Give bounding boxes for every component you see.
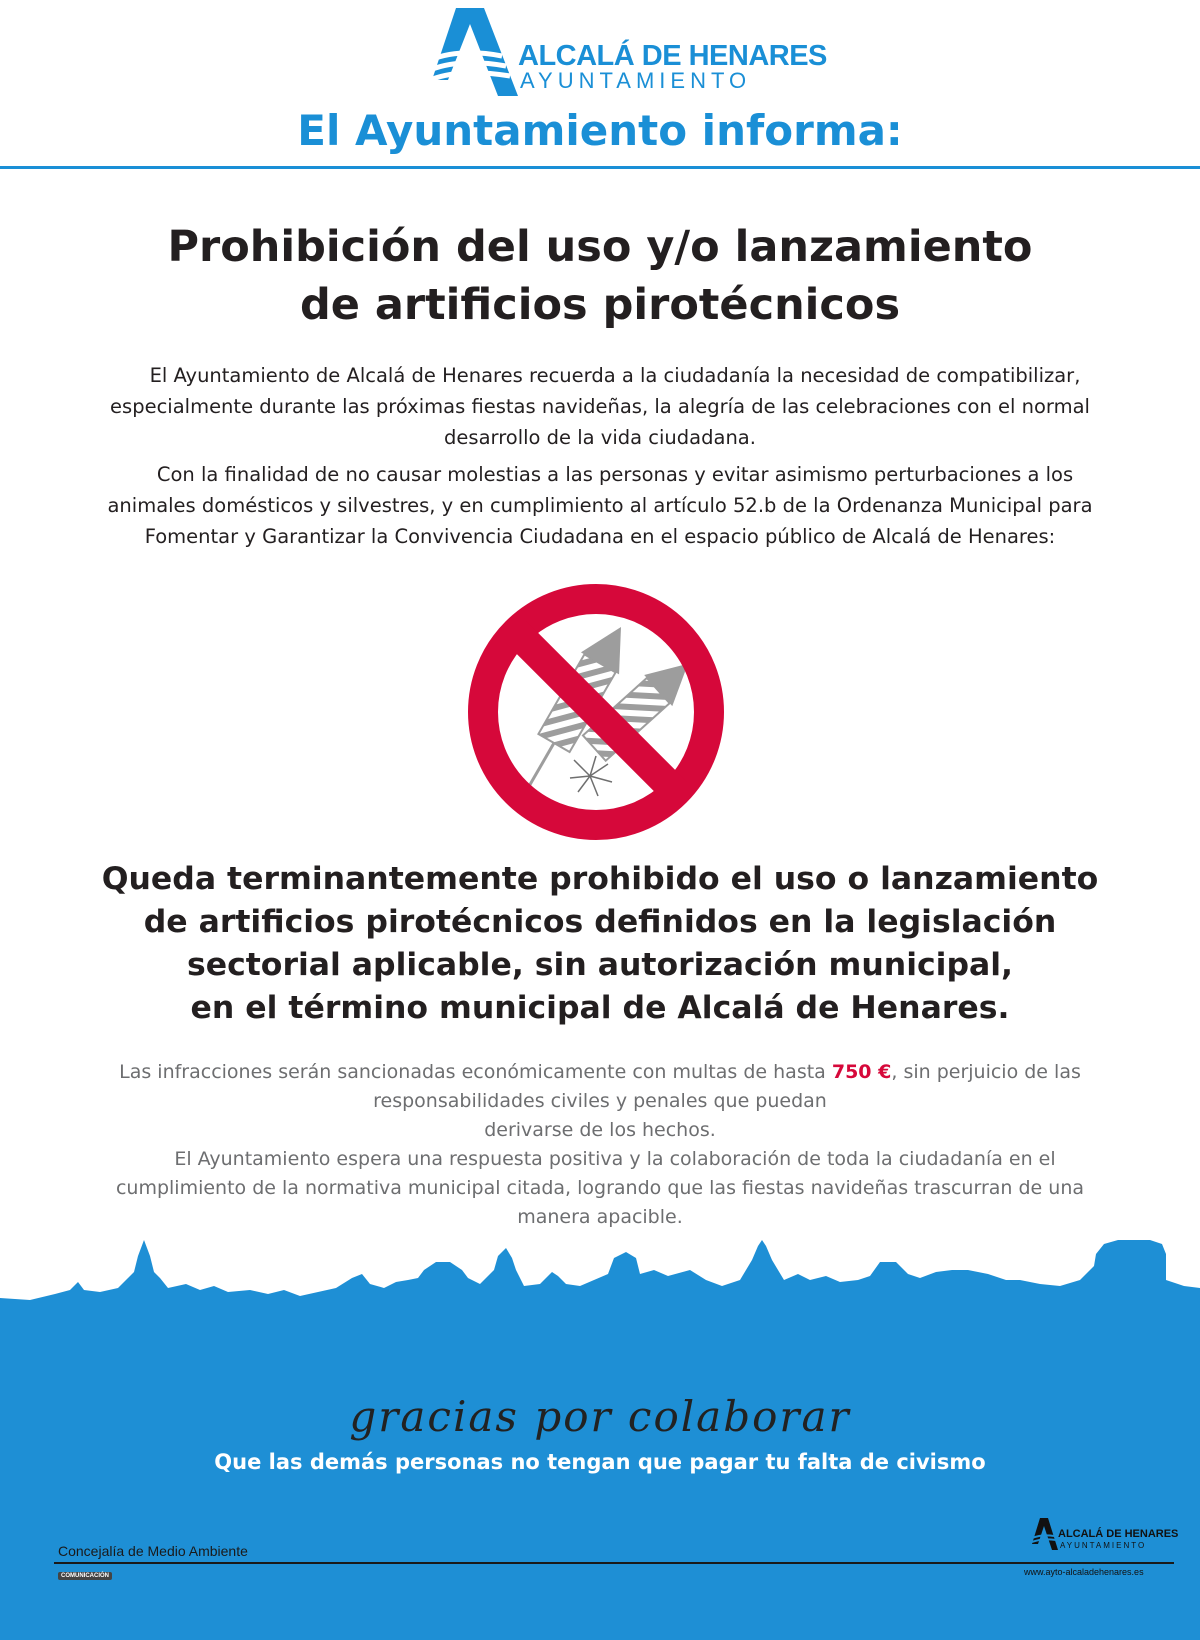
logo-subtitle: AYUNTAMIENTO	[520, 68, 752, 93]
footer-logo-subtitle: AYUNTAMIENTO	[1060, 1541, 1147, 1550]
penalty-paragraph	[95, 1058, 1105, 1145]
department-name: Concejalía de Medio Ambiente	[58, 1543, 248, 1559]
thanks-message: gracias por colaborar	[349, 1392, 851, 1441]
main-title-line1: Prohibición del uso y/o lanzamiento	[167, 222, 1033, 272]
penalty-before-fine: Las infracciones serán sancionadas económicamente con multas de hasta	[119, 1061, 826, 1083]
footer-divider	[54, 1562, 1174, 1564]
header-title: El Ayuntamiento informa:	[297, 106, 903, 155]
intro-paragraph-2: Con la finalidad de no causar molestias a las personas y evitar asimismo perturbaciones a los animales domésticos y silvestres, y en cumplimiento al artículo 52.b de la Ordenanza Municipal para Fomentar y Garantizar la Convivencia Ciudadana en el espacio público de Alcalá de Henares:	[107, 463, 1093, 548]
penalty-text	[95, 1058, 1105, 1232]
footer-logo-city-name: ALCALÁ DE HENARES	[1058, 1528, 1179, 1540]
decree-line2: de artificios pirotécnicos definidos en la legislación	[143, 904, 1057, 940]
footer-city-logo	[1032, 1512, 1182, 1552]
city-logo	[430, 0, 827, 100]
main-title	[0, 218, 1200, 334]
penalty-line3: derivarse de los hechos.	[484, 1119, 716, 1141]
intro-paragraph-1: El Ayuntamiento de Alcalá de Henares recuerda a la ciudadanía la necesidad de compatibilizar, especialmente durante las próximas fiestas navideñas, la alegría de las celebraciones con el normal desarrollo de la vida ciudadana.	[110, 364, 1090, 449]
decree-line4: en el término municipal de Alcalá de Henares.	[190, 990, 1010, 1026]
closing-text: El Ayuntamiento espera una respuesta positiva y la colaboración de toda la ciudadanía en el cumplimiento de la normativa municipal citada, logrando que las fiestas navideñas trascurran de una manera apacible.	[115, 1148, 1085, 1228]
intro-text	[95, 360, 1105, 558]
prohibition-statement	[0, 858, 1200, 1030]
slogan: Que las demás personas no tengan que pagar tu falta de civismo	[214, 1450, 986, 1474]
decree-line3: sectorial aplicable, sin autorización municipal,	[186, 947, 1014, 983]
main-title-line2: de artificios pirotécnicos	[299, 280, 901, 330]
no-fireworks-icon	[462, 578, 730, 846]
header-divider	[0, 166, 1200, 169]
penalty-after-fine: , sin perjuicio de las responsabilidades civiles y penales que puedan	[373, 1061, 1081, 1112]
website-link[interactable]: www.ayto-alcaladehenares.es	[1024, 1567, 1144, 1577]
closing-paragraph	[95, 1145, 1105, 1232]
communication-badge: COMUNICACIÓN	[58, 1572, 112, 1580]
decree-line1: Queda terminantemente prohibido el uso o lanzamiento	[101, 861, 1099, 897]
fine-amount: 750 €	[831, 1061, 892, 1083]
logo-city-name: ALCALÁ DE HENARES	[518, 40, 827, 72]
